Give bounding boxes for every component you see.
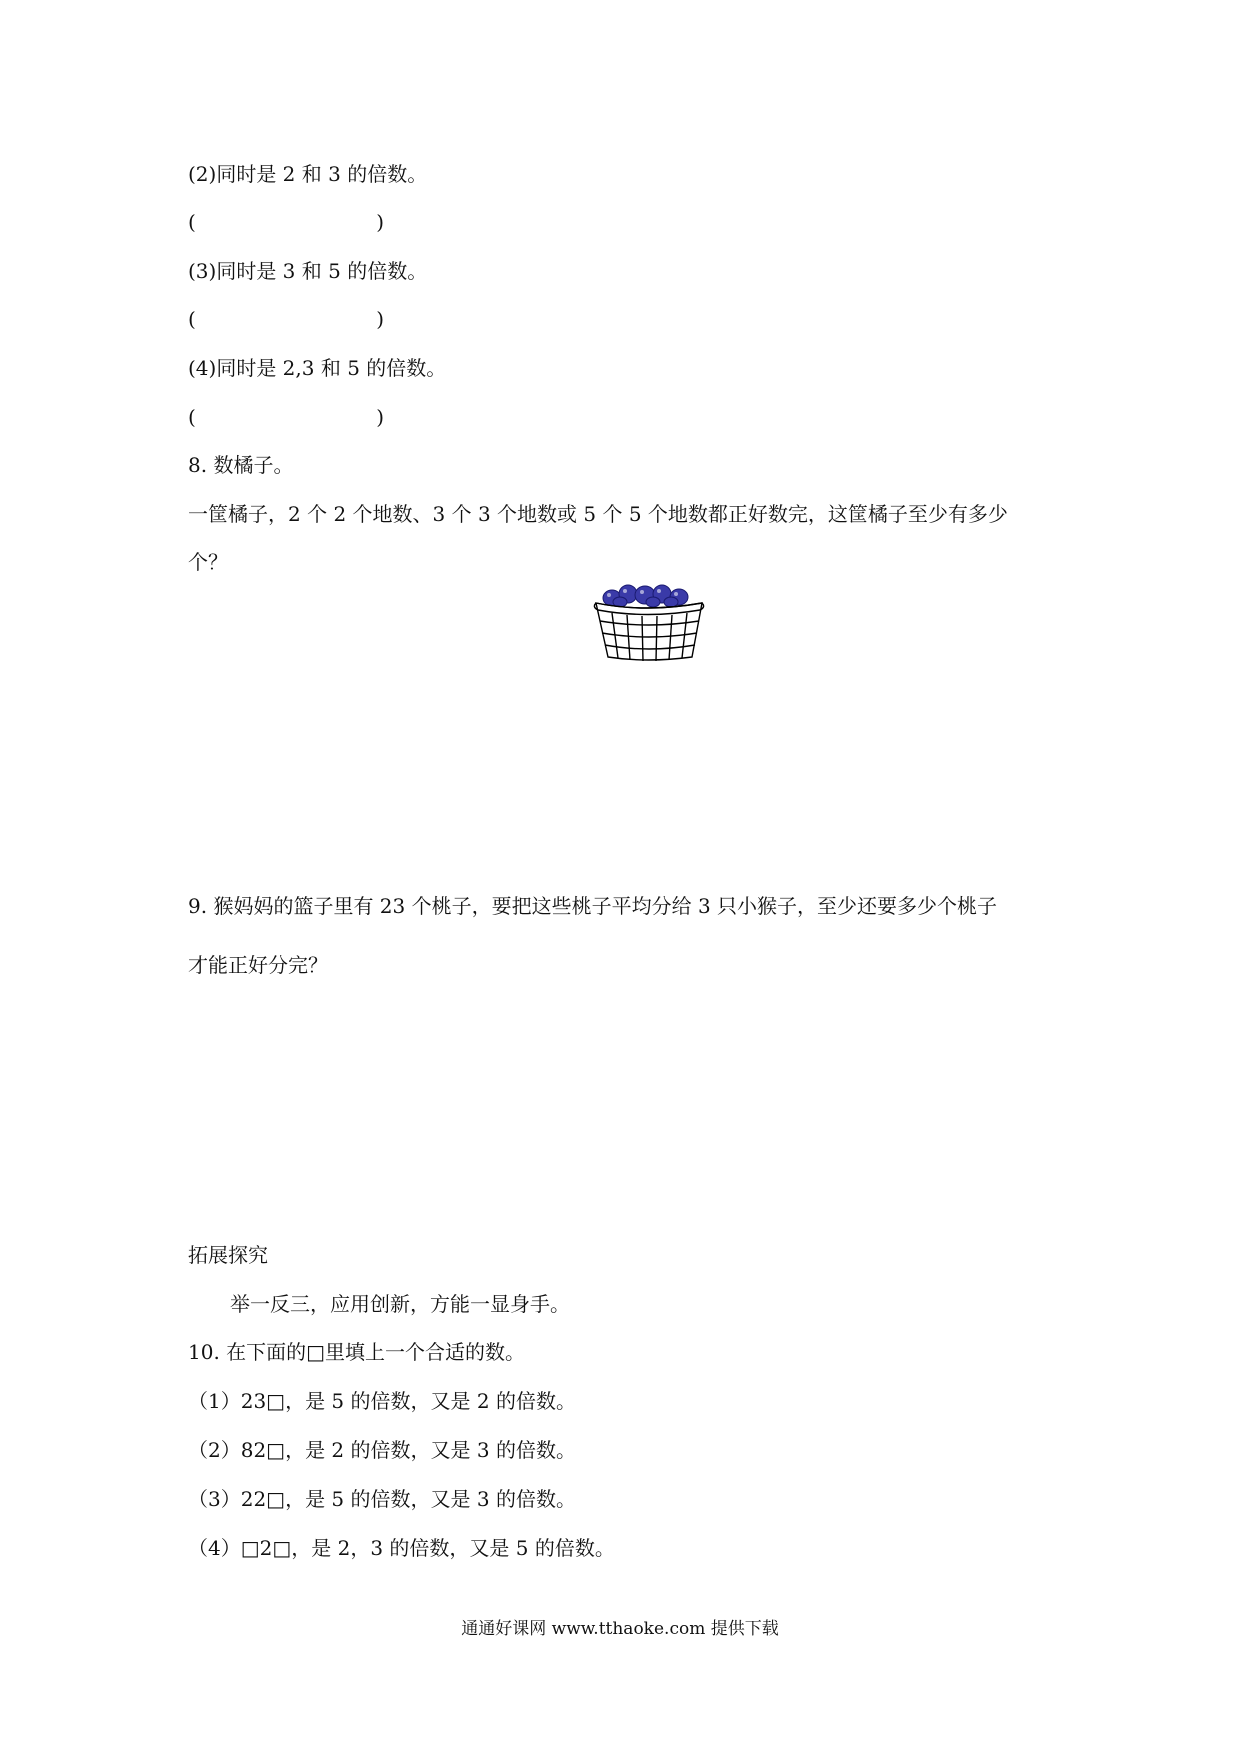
q8-text-line-2: 个？ bbox=[188, 550, 228, 574]
q8-text-line-1: 一筐橘子，2 个 2 个地数、3 个 3 个地数或 5 个 5 个地数都正好数完，这筐橘子至少有多少 bbox=[188, 502, 1008, 526]
q10-item-2: （2）82□，是 2 的倍数，又是 3 的倍数。 bbox=[188, 1438, 576, 1462]
open-paren: ( bbox=[188, 405, 196, 429]
q9-text-line-2: 才能正好分完？ bbox=[188, 953, 328, 977]
q7-item-3: (3)同时是 3 和 5 的倍数。 bbox=[188, 259, 428, 283]
page-footer: 通通好课网 www.tthaoke.com 提供下载 bbox=[461, 1619, 779, 1639]
q8-title: 8. 数橘子。 bbox=[188, 453, 294, 477]
q7-item-2: (2)同时是 2 和 3 的倍数。 bbox=[188, 162, 428, 186]
section-subtitle: 举一反三，应用创新，方能一显身手。 bbox=[230, 1292, 570, 1316]
close-paren: ) bbox=[376, 405, 384, 429]
basket-of-oranges-icon bbox=[590, 583, 710, 663]
answer-blank-2[interactable] bbox=[188, 208, 384, 236]
answer-blank-4[interactable] bbox=[188, 403, 384, 431]
q7-item-4: (4)同时是 2,3 和 5 的倍数。 bbox=[188, 356, 447, 380]
answer-blank-3[interactable] bbox=[188, 305, 384, 333]
q9-text-line-1: 9. 猴妈妈的篮子里有 23 个桃子，要把这些桃子平均分给 3 只小猴子，至少还要多少个桃子 bbox=[188, 894, 998, 918]
q10-item-1: （1）23□，是 5 的倍数，又是 2 的倍数。 bbox=[188, 1389, 576, 1413]
q10-title: 10. 在下面的□里填上一个合适的数。 bbox=[188, 1340, 526, 1364]
section-title: 拓展探究 bbox=[188, 1243, 268, 1267]
open-paren: ( bbox=[188, 210, 196, 234]
close-paren: ) bbox=[376, 307, 384, 331]
q10-item-4: （4）□2□，是 2，3 的倍数，又是 5 的倍数。 bbox=[188, 1536, 615, 1560]
q10-item-3: （3）22□，是 5 的倍数，又是 3 的倍数。 bbox=[188, 1487, 576, 1511]
open-paren: ( bbox=[188, 307, 196, 331]
close-paren: ) bbox=[376, 210, 384, 234]
